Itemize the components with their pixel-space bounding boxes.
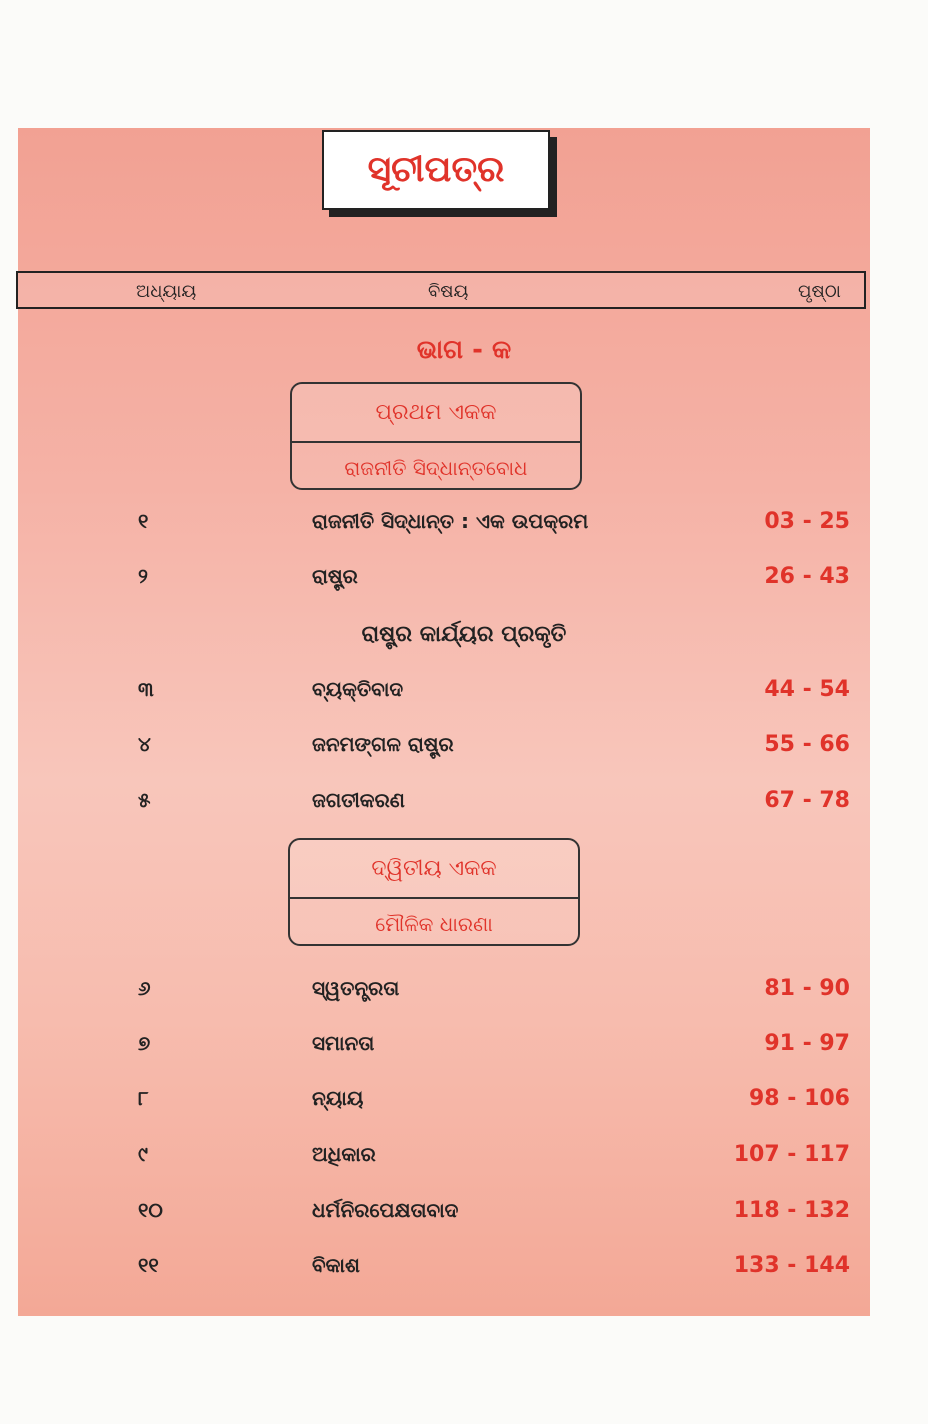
- chapter-pages: 67 - 78: [764, 788, 850, 813]
- toc-row[interactable]: [0, 677, 928, 707]
- chapter-number: ୬: [138, 976, 151, 1000]
- chapter-number: ୧: [138, 509, 149, 533]
- chapter-topic: ଅଧିକାର: [312, 1142, 376, 1166]
- chapter-topic: ଜନମଙ୍ଗଳ ରାଷ୍ଟ୍ର: [312, 732, 454, 756]
- unit-name: ପ୍ରଥମ ଏକକ: [292, 384, 580, 443]
- table-header: [16, 271, 866, 309]
- chapter-number: ୧୧: [138, 1253, 159, 1277]
- toc-row[interactable]: [0, 564, 928, 594]
- page-title: ସୂଚୀପତ୍ର: [367, 149, 505, 190]
- unit-box-first: [290, 382, 582, 490]
- unit-subtitle: ମୌଳିକ ଧାରଣା: [290, 899, 578, 946]
- title-box: [322, 130, 550, 210]
- chapter-number: ୫: [138, 788, 151, 812]
- chapter-pages: 107 - 117: [733, 1142, 850, 1167]
- header-page: ପୃଷ୍ଠା: [798, 281, 841, 302]
- section-heading: ରାଷ୍ଟ୍ର କାର୍ଯ୍ୟର ପ୍ରକୃତି: [361, 622, 567, 647]
- toc-row[interactable]: [0, 788, 928, 818]
- chapter-topic: ରାଷ୍ଟ୍ର: [312, 564, 358, 588]
- chapter-pages: 91 - 97: [764, 1031, 850, 1056]
- unit-name: ଦ୍ୱିତୀୟ ଏକକ: [290, 840, 578, 899]
- chapter-topic: ସମାନତା: [312, 1031, 375, 1055]
- chapter-topic: ଧର୍ମନିରପେକ୍ଷତାବାଦ: [312, 1198, 459, 1222]
- chapter-pages: 133 - 144: [733, 1253, 850, 1278]
- chapter-pages: 118 - 132: [733, 1198, 850, 1223]
- chapter-topic: ସ୍ୱତନ୍ତ୍ରତା: [312, 976, 400, 1000]
- chapter-pages: 26 - 43: [764, 564, 850, 589]
- toc-row[interactable]: [0, 732, 928, 762]
- chapter-topic: ବିକାଶ: [312, 1253, 360, 1277]
- chapter-pages: 44 - 54: [764, 677, 850, 702]
- chapter-topic: ବ୍ୟକ୍ତିବାଦ: [312, 677, 404, 701]
- toc-row[interactable]: [0, 1086, 928, 1116]
- toc-row[interactable]: [0, 976, 928, 1006]
- chapter-pages: 03 - 25: [764, 509, 850, 534]
- chapter-number: ୨: [138, 564, 148, 588]
- toc-row[interactable]: [0, 1142, 928, 1172]
- toc-row[interactable]: [0, 1253, 928, 1283]
- unit-subtitle: ରାଜନୀତି ସିଦ୍ଧାନ୍ତବୋଧ: [292, 443, 580, 490]
- header-chapter: ଅଧ୍ୟାୟ: [136, 281, 197, 302]
- toc-row[interactable]: [0, 1198, 928, 1228]
- chapter-pages: 98 - 106: [749, 1086, 850, 1111]
- chapter-pages: 81 - 90: [764, 976, 850, 1001]
- chapter-number: ୭: [138, 1031, 151, 1055]
- chapter-number: ୧୦: [138, 1198, 163, 1222]
- chapter-number: ୪: [138, 732, 151, 756]
- toc-row[interactable]: [0, 1031, 928, 1061]
- chapter-number: ୯: [138, 1142, 148, 1166]
- chapter-number: ୮: [138, 1086, 149, 1110]
- toc-row[interactable]: [0, 509, 928, 539]
- header-subject: ବିଷୟ: [428, 281, 469, 302]
- chapter-number: ୩: [138, 677, 154, 701]
- unit-box-second: [288, 838, 580, 946]
- chapter-topic: ଜଗତୀକରଣ: [312, 788, 405, 812]
- chapter-topic: ରାଜନୀତି ସିଦ୍ଧାନ୍ତ : ଏକ ଉପକ୍ରମ: [312, 509, 589, 533]
- chapter-pages: 55 - 66: [764, 732, 850, 757]
- chapter-topic: ନ୍ୟାୟ: [312, 1086, 364, 1110]
- part-title: ଭାଗ - କ: [416, 335, 512, 365]
